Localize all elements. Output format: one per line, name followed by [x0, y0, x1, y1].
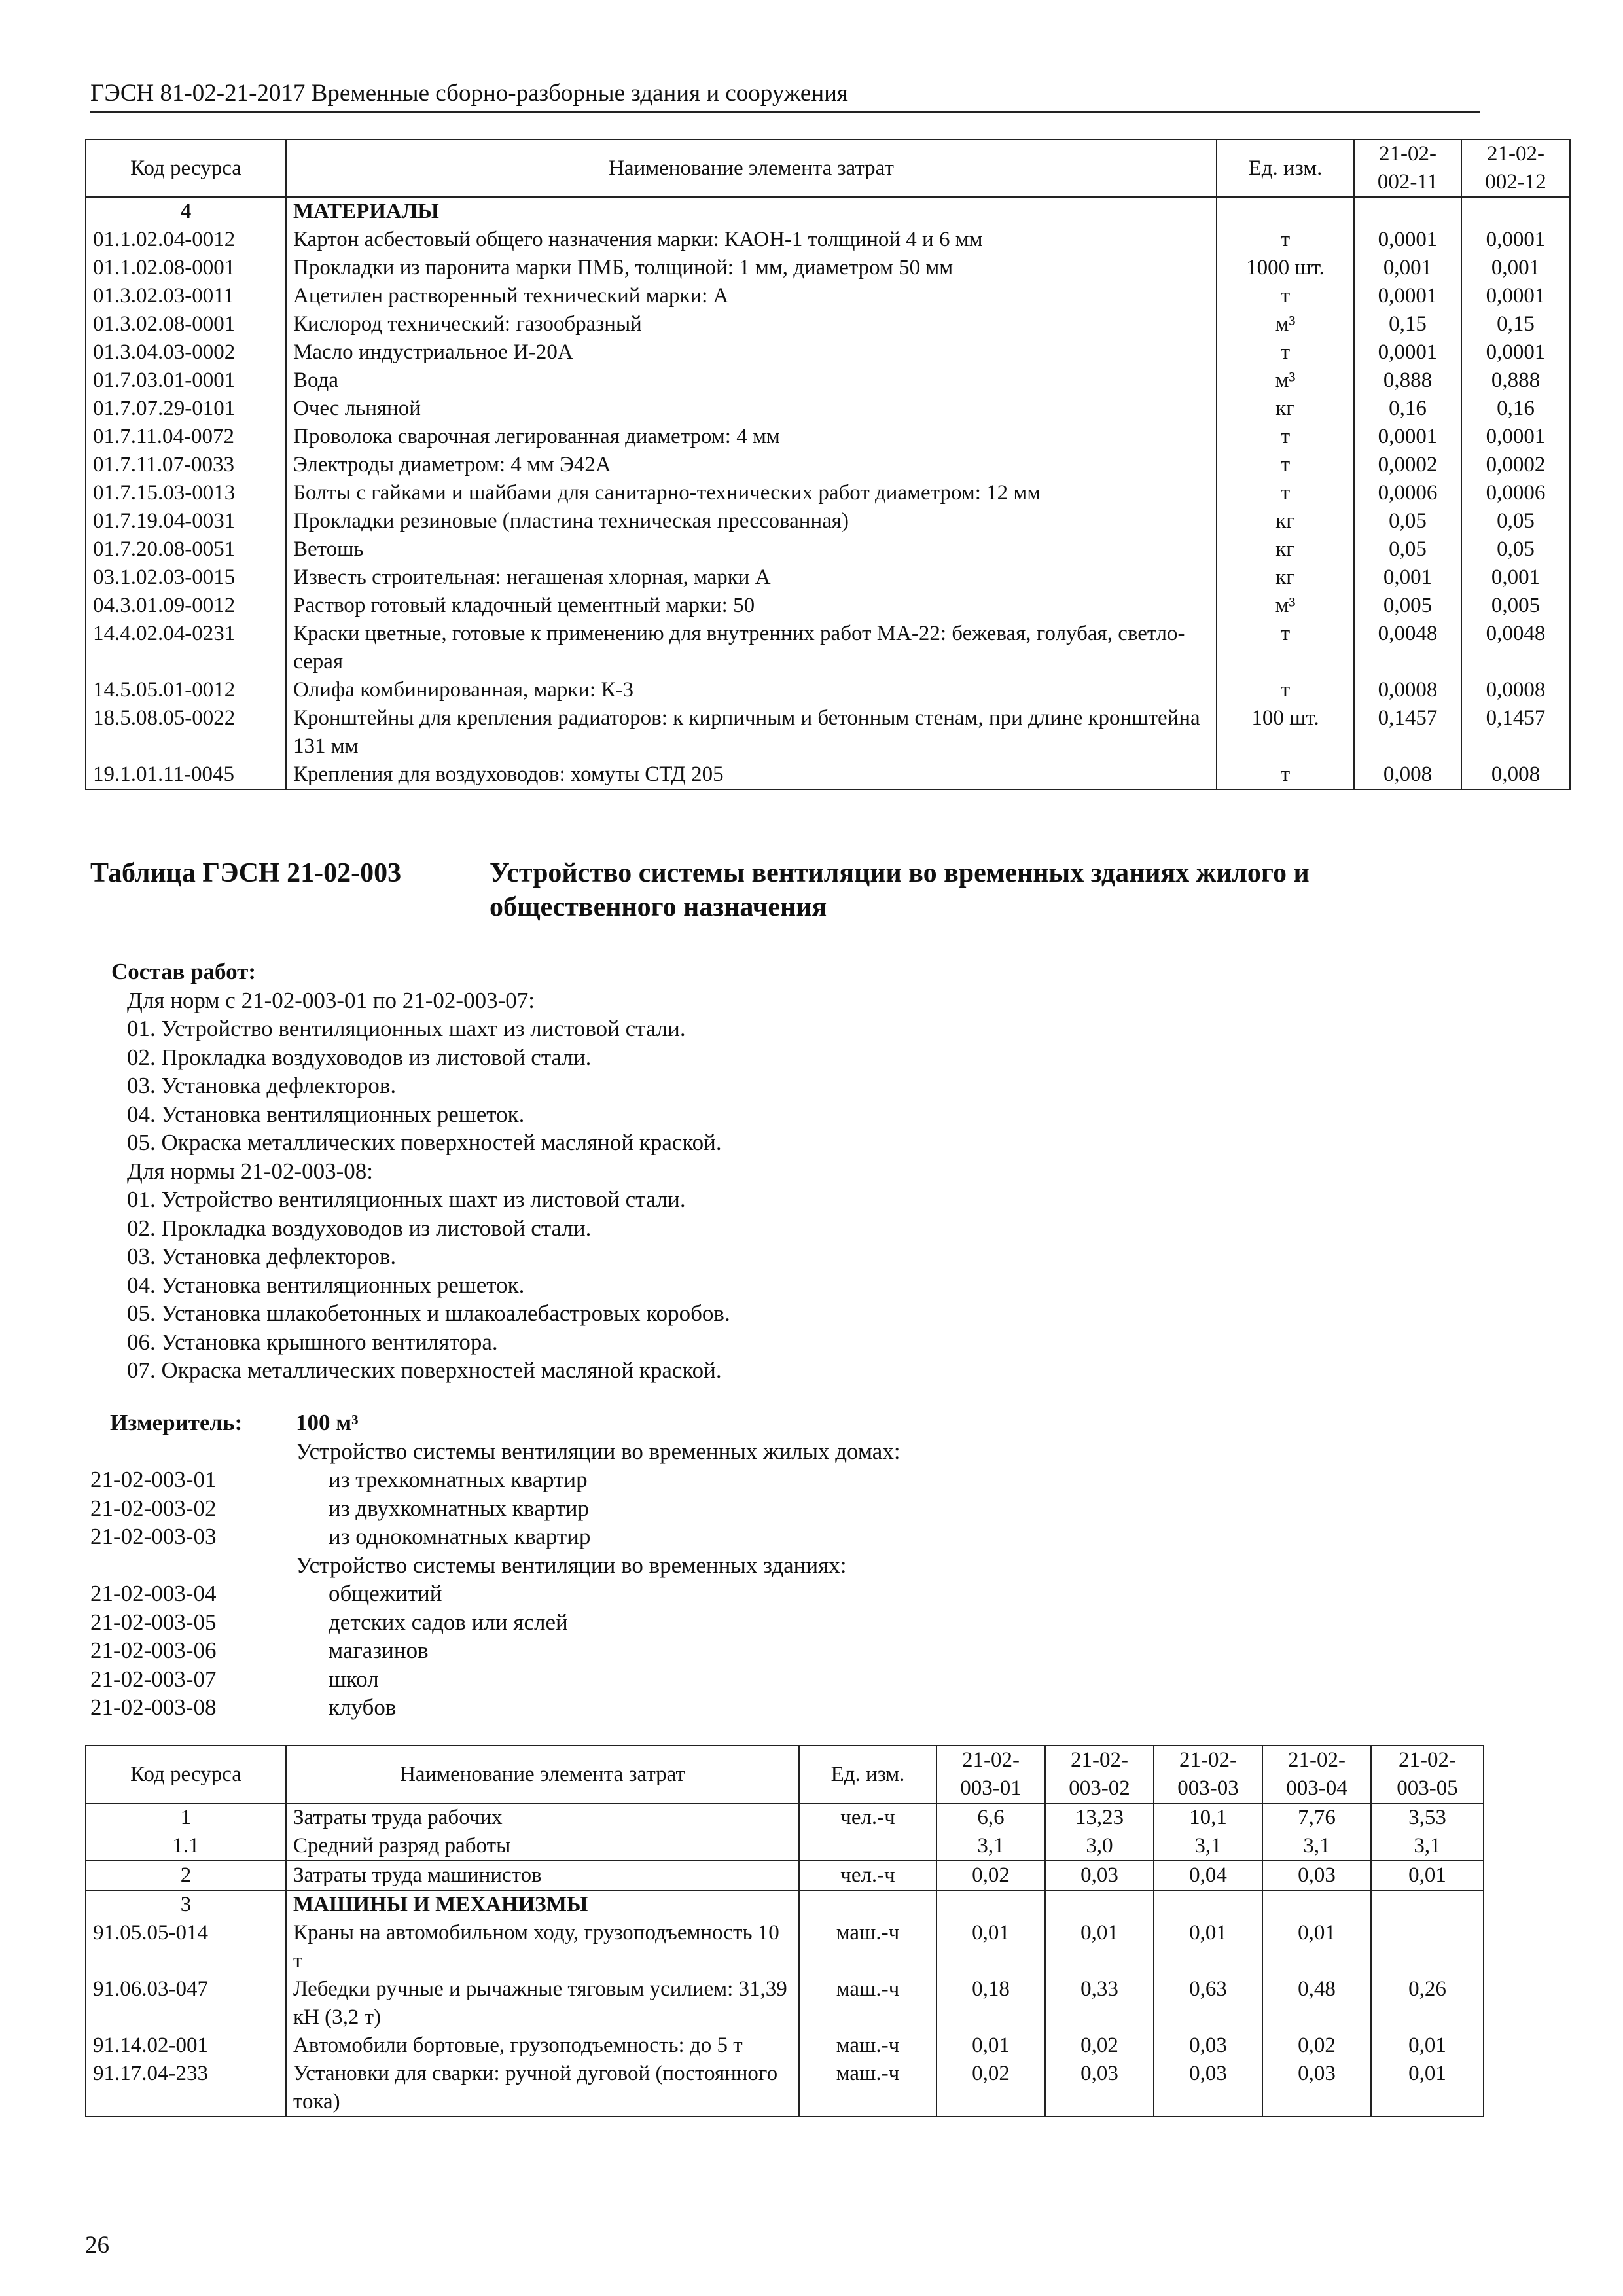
materials-table-body: [86, 197, 1570, 789]
cell-unit: [799, 1832, 936, 1861]
cell-code: 91.06.03-047: [86, 1975, 286, 2032]
cell-name: Известь строительная: негашеная хлорная, марки А: [286, 564, 1217, 592]
table-row: [86, 592, 1570, 620]
materials-table: [85, 139, 1571, 790]
cell-unit: т: [1217, 338, 1354, 367]
cell-name: Средний разряд работы: [286, 1832, 799, 1861]
cell-name: Крепления для воздуховодов: хомуты СТД 205: [286, 761, 1217, 789]
cell-value: 0,888: [1354, 367, 1461, 395]
cell-value: 0,01: [936, 1919, 1045, 1975]
work-line: Для нормы 21-02-003-08:: [127, 1158, 373, 1184]
norm-description: из двухкомнатных квартир: [329, 1495, 589, 1521]
cell-unit: 100 шт.: [1217, 704, 1354, 761]
work-line: 05. Установка шлакобетонных и шлакоалебастровых коробов.: [127, 1300, 730, 1326]
cell-unit: маш.-ч: [799, 2060, 936, 2117]
cell-code: 01.3.02.03-0011: [86, 282, 286, 310]
work-line: 03. Установка дефлекторов.: [127, 1073, 397, 1098]
work-line: 01. Устройство вентиляционных шахт из листовой стали.: [127, 1187, 686, 1212]
cell-value: 0,01: [936, 2032, 1045, 2060]
cell-unit: т: [1217, 226, 1354, 254]
cell-value: 0,01: [1371, 2032, 1484, 2060]
cell-code: 01.7.15.03-0013: [86, 479, 286, 507]
table-row: [86, 1890, 1484, 1919]
meter-item-row: [90, 1494, 1399, 1523]
work-line: 06. Установка крышного вентилятора.: [127, 1329, 498, 1355]
table-row: [86, 1975, 1484, 2032]
cell-value: 0,0001: [1461, 282, 1570, 310]
cell-value: 0,0001: [1354, 338, 1461, 367]
cell-value: 0,001: [1461, 564, 1570, 592]
header-name: Наименование элемента затрат: [286, 1746, 799, 1803]
norm-code: 21-02-003-03: [90, 1524, 217, 1549]
header-unit: Ед. изм.: [1217, 139, 1354, 197]
cell-value: 0,03: [1262, 2060, 1371, 2117]
work-line: 02. Прокладка воздуховодов из листовой стали.: [127, 1044, 592, 1070]
work-line: 05. Окраска металлических поверхностей масляной краской.: [127, 1130, 722, 1155]
cell-code: 4: [86, 197, 286, 226]
cell-unit: маш.-ч: [799, 2032, 936, 2060]
meter-group: Устройство системы вентиляции во временных зданиях:: [296, 1552, 847, 1578]
table-row: [86, 1919, 1484, 1975]
cell-name: Краны на автомобильном ходу, грузоподъемность 10 т: [286, 1919, 799, 1975]
header-norm: [1354, 139, 1461, 197]
cell-value: 0,0001: [1354, 423, 1461, 451]
header-code: Код ресурса: [86, 139, 286, 197]
cell-name: Установки для сварки: ручной дуговой (постоянного тока): [286, 2060, 799, 2117]
cell-name: Раствор готовый кладочный цементный марки: 50: [286, 592, 1217, 620]
cell-name: МАШИНЫ И МЕХАНИЗМЫ: [286, 1890, 799, 1919]
cell-code: 18.5.08.05-0022: [86, 704, 286, 761]
header-norm-line: 21-02-: [1179, 1748, 1237, 1772]
work-line: 04. Установка вентиляционных решеток.: [127, 1272, 525, 1298]
cell-value: 0,008: [1461, 761, 1570, 789]
header-name: Наименование элемента затрат: [286, 139, 1217, 197]
cell-code: 2: [86, 1861, 286, 1890]
cell-value: 0,01: [1262, 1919, 1371, 1975]
norm-description: магазинов: [329, 1638, 429, 1663]
table-row: [86, 535, 1570, 564]
cell-name: Кислород технический: газообразный: [286, 310, 1217, 338]
cell-value: 3,53: [1371, 1803, 1484, 1832]
cell-value: 0,888: [1461, 367, 1570, 395]
cell-value: 0,01: [1045, 1919, 1154, 1975]
cell-value: 0,005: [1461, 592, 1570, 620]
work-composition-title: Состав работ:: [111, 959, 256, 984]
header-norm: [936, 1746, 1045, 1803]
norm-description: клубов: [329, 1695, 397, 1720]
cell-value: 0,33: [1045, 1975, 1154, 2032]
meter-item-row: [90, 1608, 1399, 1637]
cell-unit: т: [1217, 282, 1354, 310]
cell-value: 0,03: [1262, 1861, 1371, 1890]
cell-code: 03.1.02.03-0015: [86, 564, 286, 592]
cell-code: 01.1.02.04-0012: [86, 226, 286, 254]
labor-table-body: [86, 1803, 1484, 2117]
cell-code: 01.1.02.08-0001: [86, 254, 286, 282]
table-id: Таблица ГЭСН 21-02-003: [90, 858, 402, 888]
header-norm-line: 003-02: [1069, 1776, 1130, 1800]
header-norm-line: 003-05: [1397, 1776, 1458, 1800]
cell-name: МАТЕРИАЛЫ: [286, 197, 1217, 226]
cell-code: 91.17.04-233: [86, 2060, 286, 2117]
table-row: [86, 338, 1570, 367]
cell-code: 3: [86, 1890, 286, 1919]
norm-description: из однокомнатных квартир: [329, 1524, 591, 1549]
cell-value: 0,03: [1154, 2032, 1262, 2060]
work-line: 04. Установка вентиляционных решеток.: [127, 1101, 525, 1127]
cell-value: 0,0001: [1354, 226, 1461, 254]
table-row: [86, 310, 1570, 338]
meter-block: [90, 1408, 1399, 1722]
cell-unit: маш.-ч: [799, 1919, 936, 1975]
cell-value: 0,0048: [1461, 620, 1570, 676]
norm-code: 21-02-003-04: [90, 1581, 217, 1606]
cell-value: 0,26: [1371, 1975, 1484, 2032]
work-line: 02. Прокладка воздуховодов из листовой стали.: [127, 1215, 592, 1241]
header-norm-line: 003-04: [1286, 1776, 1347, 1800]
cell-code: 01.7.20.08-0051: [86, 535, 286, 564]
cell-name: Картон асбестовый общего назначения марки: КАОН-1 толщиной 4 и 6 мм: [286, 226, 1217, 254]
table-row: [86, 1861, 1484, 1890]
table-title: Устройство системы вентиляции во временных зданиях жилого и общественного назначения: [490, 858, 1310, 922]
table-row: [86, 367, 1570, 395]
meter-item-row: [90, 1579, 1399, 1608]
cell-value: 0,0048: [1354, 620, 1461, 676]
cell-value: 0,04: [1154, 1861, 1262, 1890]
cell-name: Ветошь: [286, 535, 1217, 564]
cell-code: 01.7.19.04-0031: [86, 507, 286, 535]
table-row: [86, 2060, 1484, 2117]
header-norm: [1461, 139, 1570, 197]
cell-value: 0,0001: [1461, 338, 1570, 367]
cell-value: [1354, 197, 1461, 226]
header-norm-line: 21-02-: [962, 1748, 1020, 1772]
cell-name: Олифа комбинированная, марки: К-3: [286, 676, 1217, 704]
header-norm-line: 003-03: [1177, 1776, 1239, 1800]
cell-code: 01.3.04.03-0002: [86, 338, 286, 367]
cell-code: 1: [86, 1803, 286, 1832]
cell-value: 0,16: [1461, 395, 1570, 423]
cell-name: Затраты труда рабочих: [286, 1803, 799, 1832]
cell-value: 0,0001: [1461, 423, 1570, 451]
header-norm-line: 21-02-: [1399, 1748, 1456, 1772]
cell-value: 3,1: [1371, 1832, 1484, 1861]
cell-unit: м³: [1217, 592, 1354, 620]
cell-code: 01.7.11.07-0033: [86, 451, 286, 479]
work-line: 01. Устройство вентиляционных шахт из листовой стали.: [127, 1016, 686, 1041]
header-norm: [1262, 1746, 1371, 1803]
table-row: [86, 1803, 1484, 1832]
cell-value: 0,0008: [1461, 676, 1570, 704]
running-head: ГЭСН 81-02-21-2017 Временные сборно-разборные здания и сооружения: [90, 77, 1480, 113]
cell-value: 0,03: [1045, 1861, 1154, 1890]
cell-unit: [1217, 197, 1354, 226]
cell-name: Вода: [286, 367, 1217, 395]
cell-unit: [799, 1890, 936, 1919]
cell-name: Ацетилен растворенный технический марки: А: [286, 282, 1217, 310]
cell-code: 14.5.05.01-0012: [86, 676, 286, 704]
cell-code: 01.7.11.04-0072: [86, 423, 286, 451]
header-norm-line: 21-02-: [1288, 1748, 1346, 1772]
cell-unit: кг: [1217, 507, 1354, 535]
cell-value: 0,005: [1354, 592, 1461, 620]
cell-value: 0,02: [936, 1861, 1045, 1890]
table-row: [86, 451, 1570, 479]
cell-unit: т: [1217, 451, 1354, 479]
cell-unit: т: [1217, 479, 1354, 507]
header-norm: [1045, 1746, 1154, 1803]
table-row: [86, 507, 1570, 535]
meter-item-row: [90, 1522, 1399, 1551]
table-header-row: [86, 139, 1570, 197]
cell-value: 0,0001: [1354, 282, 1461, 310]
table-row: [86, 254, 1570, 282]
cell-code: 19.1.01.11-0045: [86, 761, 286, 789]
cell-unit: 1000 шт.: [1217, 254, 1354, 282]
cell-unit: м³: [1217, 367, 1354, 395]
cell-unit: кг: [1217, 395, 1354, 423]
table-row: [86, 395, 1570, 423]
cell-code: 01.3.02.08-0001: [86, 310, 286, 338]
table-row: [86, 197, 1570, 226]
cell-value: 0,01: [1371, 1861, 1484, 1890]
norm-code: 21-02-003-01: [90, 1467, 217, 1492]
cell-code: 1.1: [86, 1832, 286, 1861]
meter-group-row: [90, 1437, 1399, 1466]
header-norm-line: 21-02-: [1487, 142, 1544, 166]
work-line: Для норм с 21-02-003-01 по 21-02-003-07:: [127, 987, 535, 1013]
meter-group: Устройство системы вентиляции во временных жилых домах:: [296, 1438, 901, 1464]
cell-value: 0,1457: [1461, 704, 1570, 761]
cell-value: 13,23: [1045, 1803, 1154, 1832]
table-header-row: [86, 1746, 1484, 1803]
cell-value: 3,1: [1154, 1832, 1262, 1861]
cell-value: 0,0002: [1461, 451, 1570, 479]
cell-name: Проволока сварочная легированная диаметром: 4 мм: [286, 423, 1217, 451]
cell-value: 0,18: [936, 1975, 1045, 2032]
cell-value: 0,05: [1461, 535, 1570, 564]
table-row: [86, 282, 1570, 310]
cell-value: 0,03: [1154, 2060, 1262, 2117]
cell-value: 0,02: [1262, 2032, 1371, 2060]
cell-value: 0,16: [1354, 395, 1461, 423]
cell-value: [1371, 1919, 1484, 1975]
header-norm-line: 002-12: [1485, 170, 1546, 194]
cell-value: 10,1: [1154, 1803, 1262, 1832]
cell-value: 0,001: [1461, 254, 1570, 282]
cell-unit: маш.-ч: [799, 1975, 936, 2032]
header-norm: [1371, 1746, 1484, 1803]
cell-value: 0,15: [1354, 310, 1461, 338]
table-row: [86, 2032, 1484, 2060]
table-row: [86, 620, 1570, 676]
table-row: [86, 704, 1570, 761]
cell-code: 91.14.02-001: [86, 2032, 286, 2060]
cell-value: [1461, 197, 1570, 226]
cell-value: 0,48: [1262, 1975, 1371, 2032]
cell-value: 0,01: [1154, 1919, 1262, 1975]
cell-name: Очес льняной: [286, 395, 1217, 423]
cell-value: 0,02: [936, 2060, 1045, 2117]
page-number: 26: [85, 2232, 109, 2259]
norm-code: 21-02-003-06: [90, 1638, 217, 1663]
table-row: [86, 1832, 1484, 1861]
cell-name: Кронштейны для крепления радиаторов: к кирпичным и бетонным стенам, при длине кронштейна 131 мм: [286, 704, 1217, 761]
cell-code: 01.7.07.29-0101: [86, 395, 286, 423]
cell-value: 0,0006: [1461, 479, 1570, 507]
cell-code: 01.7.03.01-0001: [86, 367, 286, 395]
header-norm-line: 21-02-: [1379, 142, 1436, 166]
header-code: Код ресурса: [86, 1746, 286, 1803]
meter-item-row: [90, 1636, 1399, 1665]
meter-item-row: [90, 1693, 1399, 1722]
labor-table: [85, 1745, 1484, 2117]
cell-name: Прокладки резиновые (пластина техническая прессованная): [286, 507, 1217, 535]
cell-value: 0,0001: [1461, 226, 1570, 254]
norm-description: общежитий: [329, 1581, 442, 1606]
norm-description: школ: [329, 1666, 379, 1692]
cell-value: [1262, 1890, 1371, 1919]
cell-value: 0,03: [1045, 2060, 1154, 2117]
cell-name: Лебедки ручные и рычажные тяговым усилием: 31,39 кН (3,2 т): [286, 1975, 799, 2032]
cell-value: 0,01: [1371, 2060, 1484, 2117]
cell-code: 14.4.02.04-0231: [86, 620, 286, 676]
cell-code: 04.3.01.09-0012: [86, 592, 286, 620]
cell-name: Автомобили бортовые, грузоподъемность: до 5 т: [286, 2032, 799, 2060]
cell-value: 7,76: [1262, 1803, 1371, 1832]
cell-unit: т: [1217, 620, 1354, 676]
cell-unit: чел.-ч: [799, 1861, 936, 1890]
norm-description: детских садов или яслей: [329, 1609, 568, 1635]
header-norm-line: 21-02-: [1071, 1748, 1128, 1772]
cell-value: [1371, 1890, 1484, 1919]
header-norm-line: 002-11: [1377, 170, 1438, 194]
norm-description: из трехкомнатных квартир: [329, 1467, 588, 1492]
header-norm: [1154, 1746, 1262, 1803]
norm-code: 21-02-003-05: [90, 1609, 217, 1635]
meter-label: Измеритель:: [110, 1410, 243, 1435]
cell-value: 0,008: [1354, 761, 1461, 789]
table-row: [86, 676, 1570, 704]
cell-value: 3,0: [1045, 1832, 1154, 1861]
work-composition: [109, 958, 1418, 1385]
work-line: 07. Окраска металлических поверхностей масляной краской.: [127, 1357, 722, 1383]
cell-value: 6,6: [936, 1803, 1045, 1832]
cell-unit: м³: [1217, 310, 1354, 338]
meter-value: 100 м³: [296, 1410, 359, 1435]
cell-value: 0,63: [1154, 1975, 1262, 2032]
cell-value: 0,001: [1354, 254, 1461, 282]
cell-value: 0,0006: [1354, 479, 1461, 507]
cell-unit: чел.-ч: [799, 1803, 936, 1832]
meter-row: [90, 1408, 1399, 1437]
cell-value: 0,02: [1045, 2032, 1154, 2060]
cell-value: 0,0002: [1354, 451, 1461, 479]
table-row: [86, 564, 1570, 592]
cell-value: 0,05: [1461, 507, 1570, 535]
cell-value: 0,0008: [1354, 676, 1461, 704]
cell-name: Прокладки из паронита марки ПМБ, толщиной: 1 мм, диаметром 50 мм: [286, 254, 1217, 282]
meter-group-row: [90, 1551, 1399, 1580]
cell-name: Электроды диаметром: 4 мм Э42А: [286, 451, 1217, 479]
cell-value: 0,15: [1461, 310, 1570, 338]
cell-value: 0,1457: [1354, 704, 1461, 761]
cell-unit: кг: [1217, 564, 1354, 592]
table-row: [86, 423, 1570, 451]
norm-code: 21-02-003-02: [90, 1495, 217, 1521]
norm-code: 21-02-003-07: [90, 1666, 217, 1692]
header-unit: Ед. изм.: [799, 1746, 936, 1803]
cell-value: 3,1: [936, 1832, 1045, 1861]
cell-value: 0,05: [1354, 507, 1461, 535]
cell-value: 3,1: [1262, 1832, 1371, 1861]
cell-value: [936, 1890, 1045, 1919]
norm-code: 21-02-003-08: [90, 1695, 217, 1720]
table-row: [86, 761, 1570, 789]
cell-name: Затраты труда машинистов: [286, 1861, 799, 1890]
table-row: [86, 479, 1570, 507]
table-row: [86, 226, 1570, 254]
cell-unit: т: [1217, 423, 1354, 451]
meter-item-row: [90, 1665, 1399, 1694]
cell-value: [1045, 1890, 1154, 1919]
cell-value: 0,001: [1354, 564, 1461, 592]
meter-item-row: [90, 1465, 1399, 1494]
cell-code: 91.05.05-014: [86, 1919, 286, 1975]
cell-unit: т: [1217, 761, 1354, 789]
cell-unit: кг: [1217, 535, 1354, 564]
cell-name: Масло индустриальное И-20А: [286, 338, 1217, 367]
cell-name: Болты с гайками и шайбами для санитарно-технических работ диаметром: 12 мм: [286, 479, 1217, 507]
cell-value: 0,05: [1354, 535, 1461, 564]
cell-unit: т: [1217, 676, 1354, 704]
cell-name: Краски цветные, готовые к применению для внутренних работ МА-22: бежевая, голубая, светло-серая: [286, 620, 1217, 676]
header-norm-line: 003-01: [960, 1776, 1022, 1800]
work-line: 03. Установка дефлекторов.: [127, 1244, 397, 1269]
cell-value: [1154, 1890, 1262, 1919]
